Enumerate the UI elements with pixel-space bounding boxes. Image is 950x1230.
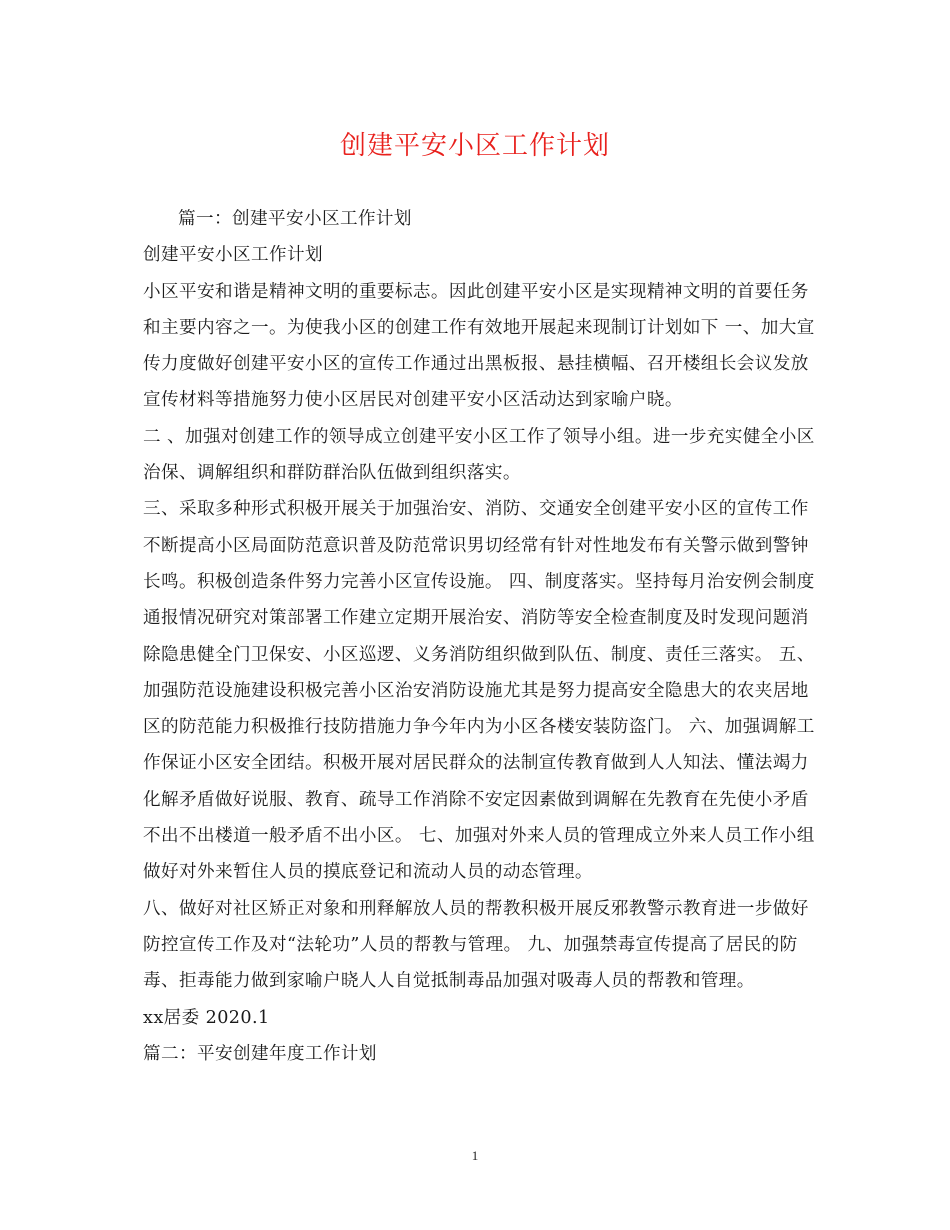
paragraph-intro: 小区平安和谐是精神文明的重要标志。因此创建平安小区是实现精神文明的首要任务和主要内容之一。为使我小区的创建工作有效地开展起来现制订计划如下 一、加大宣传力度做好创建平安小区的宣传工作通过出黑板报、悬挂横幅、召开楼组长会议发放宣传材料等措施努力使小区居民对创建平安小区活动达到家喻户晓。 — [143, 281, 815, 411]
subheading: 创建平安小区工作计划 — [143, 245, 323, 266]
document-body — [143, 201, 823, 1072]
document-title: 创建平安小区工作计划 — [339, 131, 610, 161]
section-heading-part-two: 篇二：平安创建年度工作计划 — [143, 1043, 377, 1064]
paragraph-items-three-to-seven: 三、采取多种形式积极开展关于加强治安、消防、交通安全创建平安小区的宣传工作不断提高小区局面防范意识普及防范常识男切经常有针对性地发布有关警示做到警钟长鸣。积极创造条件努力完善小区宣传设施。 四、制度落实。坚持每月治安例会制度通报情况研究对策部署工作建立定期开展治安、消防等安全检查制度及时发现问题消除隐患健全门卫保安、小区巡逻、义务消防组织做到队伍、制度、责任三落实。 五、加强防范设施建设积极完善小区治安消防设施尤其是努力提高安全隐患大的农夹居地区的防范能力积极推行技防措施力争今年内为小区各楼安装防盗门。 六、加强调解工作保证小区安全团结。积极开展对居民群众的法制宣传教育做到人人知法、懂法竭力化解矛盾做好说服、教育、疏导工作消除不安定因素做到调解在先教育在先使小矛盾不出不出楼道一般矛盾不出小区。 七、加强对外来人员的管理成立外来人员工作小组做好对外来暂住人员的摸底登记和流动人员的动态管理。 — [143, 499, 815, 883]
paragraph-items-eight-nine: 八、做好对社区矫正对象和刑释解放人员的帮教积极开展反邪教警示教育进一步做好防控宣传工作及对“法轮功”人员的帮教与管理。 九、加强禁毒宣传提高了居民的防毒、拒毒能力做到家喻户晓人人自觉抵制毒品加强对吸毒人员的帮教和管理。 — [143, 898, 809, 992]
section-heading-part-one: 篇一：创建平安小区工作计划 — [178, 209, 412, 229]
signature-line: xx居委 2020.1 — [143, 1007, 270, 1028]
page-number: 1 — [471, 1148, 479, 1163]
paragraph-item-two: 二 、加强对创建工作的领导成立创建平安小区工作了领导小组。进一步充实健全小区治保、调解组织和群防群治队伍做到组织落实。 — [143, 426, 815, 484]
